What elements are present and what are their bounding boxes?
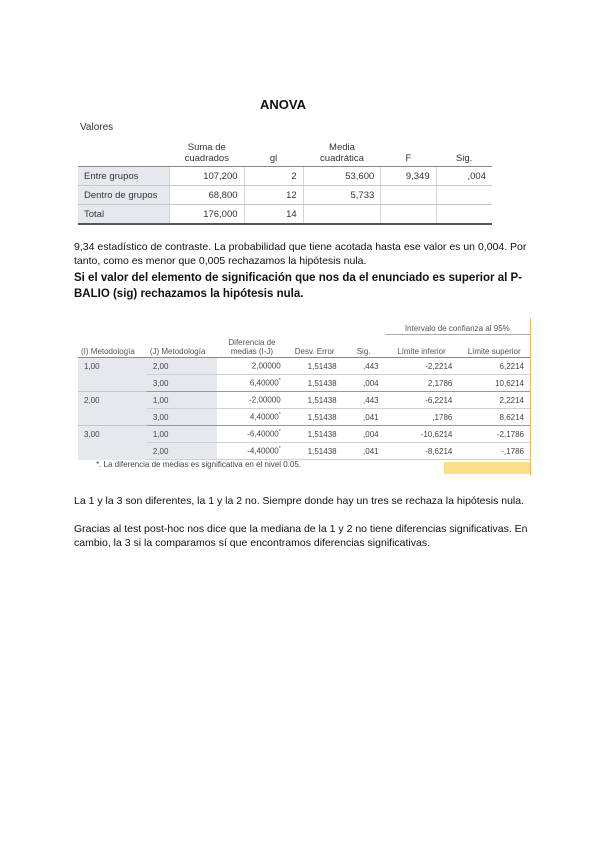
- posthoc-header-lower: Límite inferior: [385, 335, 459, 358]
- posthoc-footnote: *. La diferencia de medias es significativa en el nivel 0.05.: [96, 460, 302, 469]
- anova-header-gl: gl: [244, 136, 303, 167]
- anova-row-label: Dentro de grupos: [78, 186, 170, 205]
- anova-cell-gl: 14: [244, 205, 303, 225]
- posthoc-cell-se: 1,51438: [287, 392, 343, 409]
- posthoc-header-row-1: [78, 318, 530, 335]
- anova-table: [78, 136, 492, 225]
- anova-header-row: [78, 136, 492, 167]
- posthoc-cell-diff: [217, 409, 286, 426]
- posthoc-header-spacer: [78, 318, 385, 335]
- posthoc-cell-lower: 2,1786: [385, 375, 459, 392]
- posthoc-cell-lower: -2,2214: [385, 358, 459, 375]
- posthoc-cell-j: 1,00: [147, 392, 217, 409]
- posthoc-header-sig: Sig.: [343, 335, 385, 358]
- posthoc-row: [78, 426, 530, 443]
- posthoc-cell-sig: ,041: [343, 409, 385, 426]
- posthoc-significance-star: *: [278, 412, 281, 419]
- posthoc-diff-value: 4,40000: [249, 412, 279, 422]
- anova-header-ss: Suma de cuadrados: [170, 136, 244, 167]
- anova-cell-ms: 5,733: [303, 186, 381, 205]
- posthoc-cell-se: 1,51438: [287, 358, 343, 375]
- anova-header-empty: [78, 136, 170, 167]
- posthoc-significance-star: *: [278, 378, 281, 385]
- posthoc-cell-i: [78, 443, 147, 460]
- posthoc-table: [78, 318, 530, 460]
- anova-row: [78, 186, 492, 205]
- anova-header-sig: Sig.: [436, 136, 492, 167]
- anova-cell-f: 9,349: [381, 167, 436, 186]
- posthoc-cell-sig: ,004: [343, 426, 385, 443]
- posthoc-diff-value: 2,00000: [251, 361, 281, 371]
- posthoc-cell-j: 2,00: [147, 443, 217, 460]
- anova-cell-sig: ,004: [436, 167, 492, 186]
- posthoc-cell-upper: -2,1786: [458, 426, 530, 443]
- posthoc-cell-upper: 10,6214: [458, 375, 530, 392]
- posthoc-cell-diff: [217, 375, 286, 392]
- posthoc-row: [78, 392, 530, 409]
- posthoc-diff-value: -4,40000: [247, 446, 279, 456]
- posthoc-cell-i: 3,00: [78, 426, 147, 443]
- anova-cell-ss: 68,800: [170, 186, 244, 205]
- posthoc-cell-lower: -6,2214: [385, 392, 459, 409]
- posthoc-row: [78, 375, 530, 392]
- posthoc-header-diff: Diferencia de medias (I-J): [217, 335, 286, 358]
- anova-row-label: Total: [78, 205, 170, 225]
- posthoc-cell-sig: ,443: [343, 392, 385, 409]
- posthoc-cell-i: [78, 409, 147, 426]
- posthoc-cell-lower: ,1786: [385, 409, 459, 426]
- paragraph-contrast: 9,34 estadístico de contraste. La probabilidad que tiene acotada hasta ese valor es un 0,004. Por tanto, como es menor que 0,005 rechazamos la hipótesis nula.: [74, 241, 527, 267]
- anova-row: [78, 167, 492, 186]
- anova-cell-f: [381, 186, 436, 205]
- anova-cell-sig: [436, 186, 492, 205]
- anova-cell-gl: 12: [244, 186, 303, 205]
- posthoc-cell-sig: ,004: [343, 375, 385, 392]
- posthoc-row: [78, 443, 530, 460]
- posthoc-cell-se: 1,51438: [287, 375, 343, 392]
- anova-cell-sig: [436, 205, 492, 225]
- posthoc-header-ci: Intervalo de confianza al 95%: [385, 318, 530, 335]
- posthoc-header-se: Desv. Error: [287, 335, 343, 358]
- posthoc-cell-upper: 2,2214: [458, 392, 530, 409]
- posthoc-header-i: (I) Metodología: [78, 335, 147, 358]
- posthoc-row: [78, 409, 530, 426]
- posthoc-diff-value: 6,40000: [249, 378, 279, 388]
- anova-cell-ms: 53,600: [303, 167, 381, 186]
- anova-cell-gl: 2: [244, 167, 303, 186]
- posthoc-cell-diff: [217, 443, 286, 460]
- posthoc-cell-se: 1,51438: [287, 426, 343, 443]
- posthoc-cell-diff: [217, 358, 286, 375]
- anova-cell-ss: 107,200: [170, 167, 244, 186]
- posthoc-significance-star: *: [278, 446, 281, 453]
- paragraph-conclusion: La 1 y la 3 son diferentes, la 1 y la 2 no. Siempre donde hay un tres se rechaza la hipótesis nula.: [74, 495, 525, 507]
- posthoc-row: [78, 358, 530, 375]
- anova-subtitle: Valores: [80, 122, 114, 133]
- anova-cell-ss: 176,000: [170, 205, 244, 225]
- anova-title: ANOVA: [260, 97, 306, 112]
- posthoc-header-row-2: [78, 335, 530, 358]
- posthoc-cell-j: 3,00: [147, 375, 217, 392]
- posthoc-cell-i: 1,00: [78, 358, 147, 375]
- yellow-tab-fragment: [444, 462, 530, 474]
- posthoc-significance-star: *: [278, 429, 281, 436]
- posthoc-header-j: (J) Metodología: [147, 335, 217, 358]
- posthoc-cell-lower: -8,6214: [385, 443, 459, 460]
- posthoc-cell-diff: [217, 392, 286, 409]
- posthoc-cell-sig: ,041: [343, 443, 385, 460]
- posthoc-cell-i: 2,00: [78, 392, 147, 409]
- posthoc-cell-j: 3,00: [147, 409, 217, 426]
- posthoc-cell-upper: -,1786: [458, 443, 530, 460]
- posthoc-cell-upper: 6,2214: [458, 358, 530, 375]
- posthoc-cell-se: 1,51438: [287, 443, 343, 460]
- posthoc-cell-i: [78, 375, 147, 392]
- anova-cell-f: [381, 205, 436, 225]
- anova-row-label: Entre grupos: [78, 167, 170, 186]
- anova-header-f: F: [381, 136, 436, 167]
- posthoc-cell-sig: ,443: [343, 358, 385, 375]
- paragraph-posthoc: Gracias al test post-hoc nos dice que la mediana de la 1 y 2 no tiene diferencias significativas. En cambio, la 3 si la comparamos sí que encontramos diferencias significativas.: [74, 523, 528, 549]
- anova-row: [78, 205, 492, 225]
- posthoc-cell-diff: [217, 426, 286, 443]
- posthoc-cell-upper: 8,6214: [458, 409, 530, 426]
- posthoc-header-upper: Límite superior: [458, 335, 530, 358]
- posthoc-cell-j: 1,00: [147, 426, 217, 443]
- posthoc-cell-lower: -10,6214: [385, 426, 459, 443]
- paragraph-significance-bold: Si el valor del elemento de significación que nos da el enunciado es superior al P-BALIO (sig) rechazamos la hipótesis nula.: [74, 272, 522, 300]
- posthoc-cell-j: 2,00: [147, 358, 217, 375]
- anova-cell-ms: [303, 205, 381, 225]
- posthoc-cell-se: 1,51438: [287, 409, 343, 426]
- posthoc-diff-value: -2,00000: [249, 395, 281, 405]
- anova-header-ms: Media cuadrática: [303, 136, 381, 167]
- posthoc-diff-value: -6,40000: [247, 429, 279, 439]
